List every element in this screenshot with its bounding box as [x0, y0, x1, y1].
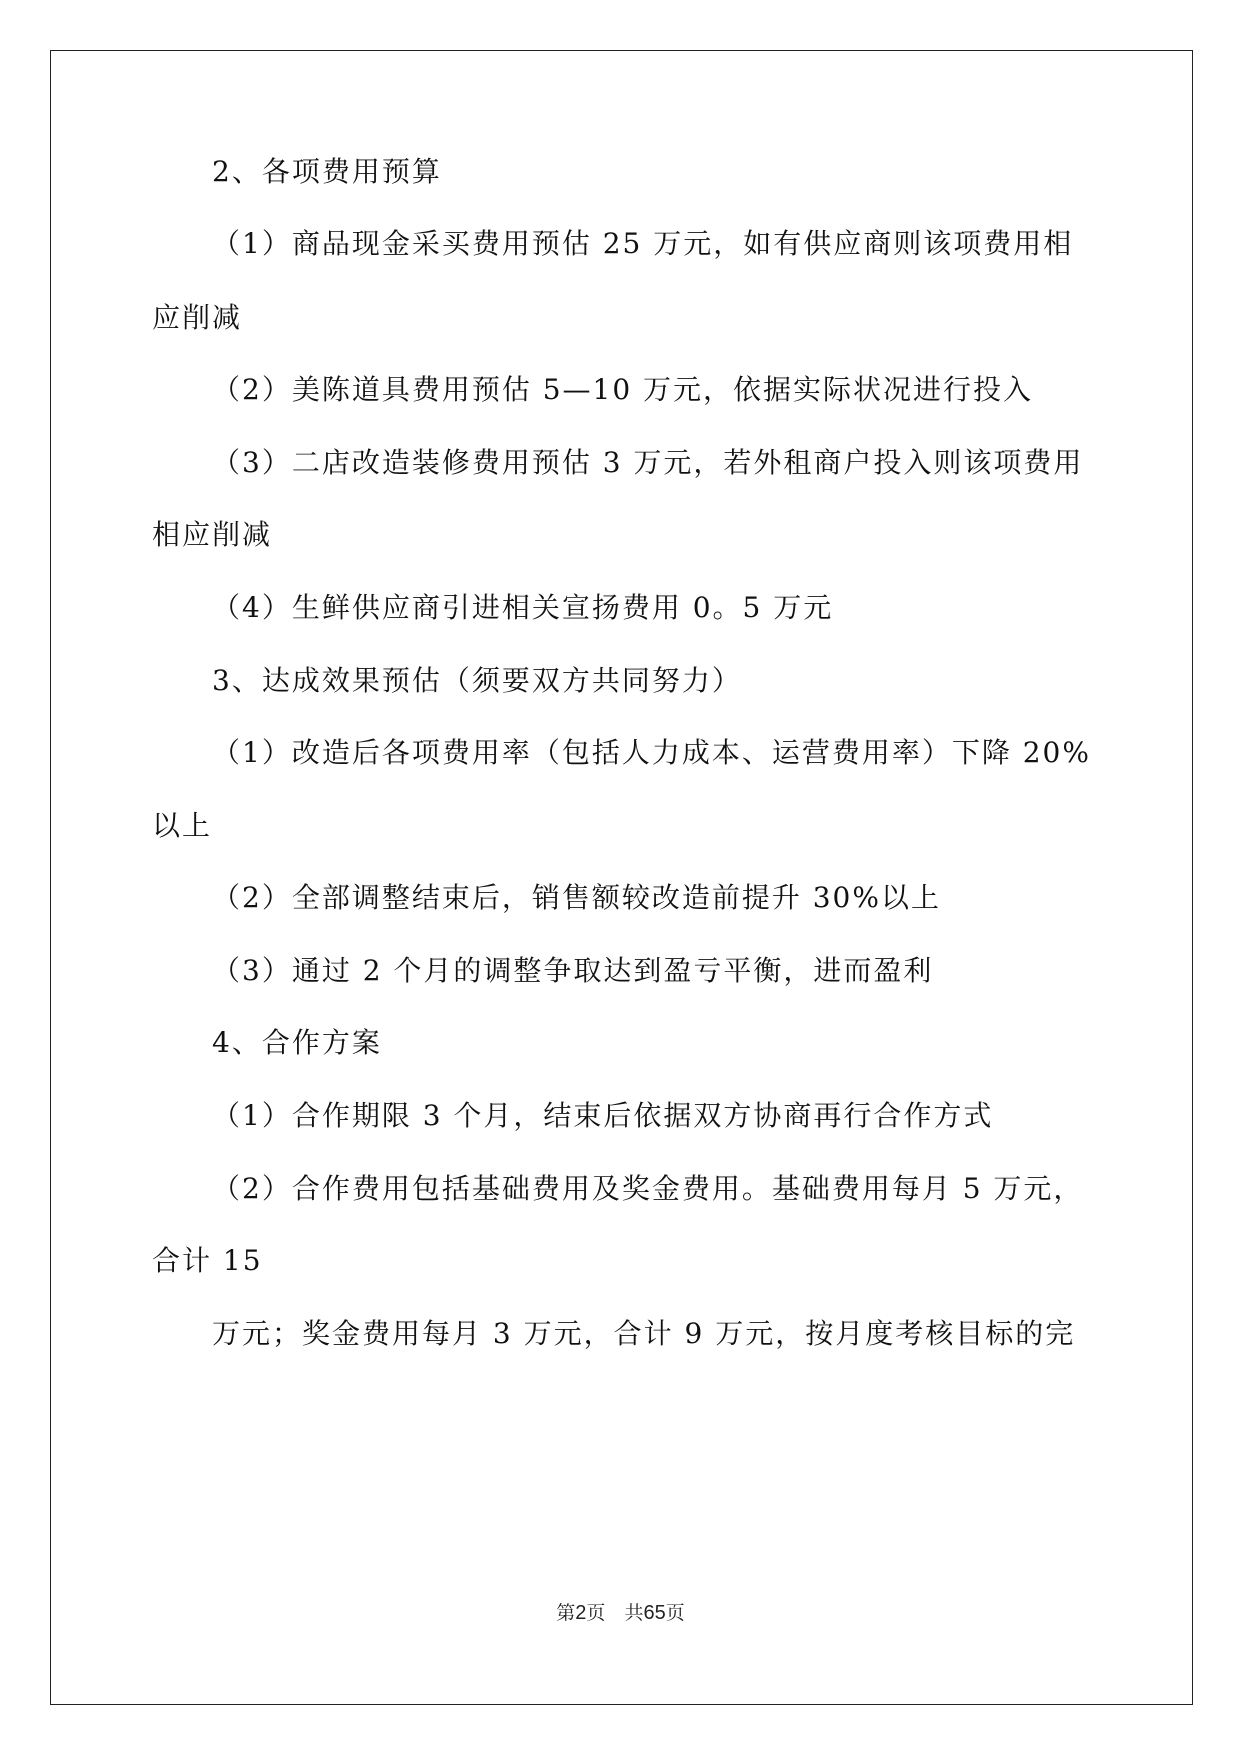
page-footer [0, 1598, 1241, 1625]
footer-page-prefix: 第 [556, 1603, 576, 1624]
paragraph-line: （3）二店改造装修费用预估 3 万元，若外租商户投入则该项费用 [212, 446, 1084, 479]
paragraph-line: （4）生鲜供应商引进相关宣扬费用 0。5 万元 [212, 591, 834, 624]
footer-total-prefix: 共 [624, 1603, 644, 1624]
heading-effect-estimate: 3、达成效果预估（须要双方共同努力） [212, 664, 742, 697]
paragraph-line: 万元；奖金费用每月 3 万元，合计 9 万元，按月度考核目标的完 [212, 1317, 1076, 1350]
heading-cooperation-plan: 4、合作方案 [212, 1026, 382, 1059]
paragraph-line: （2）合作费用包括基础费用及奖金费用。基础费用每月 5 万元， [212, 1172, 1084, 1205]
paragraph-line: （3）通过 2 个月的调整争取达到盈亏平衡，进而盈利 [212, 954, 934, 987]
paragraph-line: 以上 [152, 809, 213, 842]
paragraph-line: （1）合作期限 3 个月，结束后依据双方协商再行合作方式 [212, 1099, 994, 1132]
paragraph-line: （2）美陈道具费用预估 5—10 万元，依据实际状况进行投入 [212, 373, 1034, 406]
paragraph-line: （1）改造后各项费用率（包括人力成本、运营费用率）下降 20% [212, 736, 1091, 769]
heading-budget: 2、各项费用预算 [212, 155, 442, 188]
paragraph-line: 相应削减 [152, 518, 273, 551]
paragraph-line: （2）全部调整结束后，销售额较改造前提升 30%以上 [212, 881, 941, 914]
footer-total-suffix: 页 [665, 1603, 685, 1624]
paragraph-line: 应削减 [152, 301, 243, 334]
footer-page-suffix: 页 [586, 1603, 606, 1624]
paragraph-line: 合计 15 [152, 1244, 263, 1277]
footer-page-number: 2 [575, 1602, 587, 1624]
footer-total-pages: 65 [643, 1602, 666, 1624]
paragraph-line: （1）商品现金采买费用预估 25 万元，如有供应商则该项费用相 [212, 227, 1074, 260]
